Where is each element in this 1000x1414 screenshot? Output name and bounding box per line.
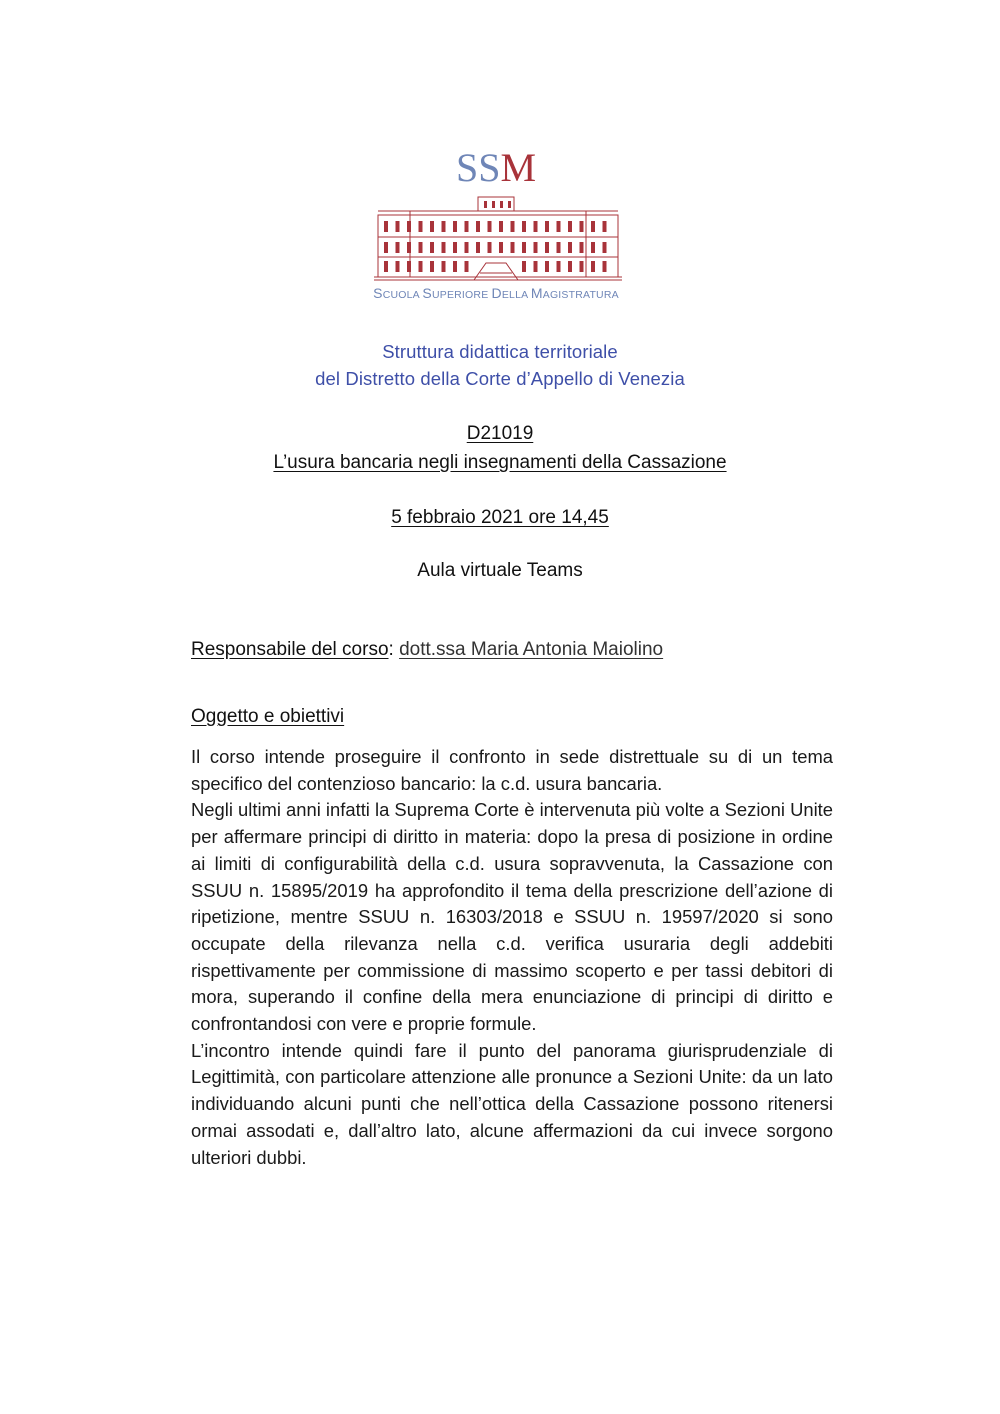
objectives-body: [191, 744, 833, 1171]
objectives-paragraph: Il corso intende proseguire il confronto in sede distrettuale su di un tema specifico del contenzioso bancario: la c.d. usura bancaria.: [191, 746, 833, 794]
responsible-name: dott.ssa Maria Antonia Maiolino: [399, 639, 664, 660]
responsible-separator: :: [388, 639, 400, 660]
course-title-text: L’usura bancaria negli insegnamenti della Cassazione: [273, 452, 727, 473]
course-date: [0, 507, 1000, 529]
objectives-title: Oggetto e obiettivi: [191, 706, 345, 727]
logo-acronym: SSM: [455, 145, 537, 190]
header-line-2: del Distretto della Corte d’Appello di Venezia: [315, 368, 685, 389]
course-code: [0, 423, 1000, 445]
logo-name: SCUOLA SUPERIORE DELLA MAGISTRATURA: [373, 285, 619, 301]
objectives-paragraph: Negli ultimi anni infatti la Suprema Corte è intervenuta più volte a Sezioni Unite per affermare principi di diritto in materia: dopo la presa di posizione in ordine ai limiti di configurabilità della c.d. usura sopravvenuta, la Cassazione con SSUU n. 15895/2019 ha approfondito il tema della prescrizione dell’azione di ripetizione, mentre SSUU n. 16303/2018 e SSUU n. 19597/2020 si sono occupate della rilevanza nella c.d. verifica usuraria degli addebiti rispettivamente per commissione di massimo scoperto e per tassi debitori di mora, superando il confine della mera enunciazione di principi di diritto e confrontandosi con vere e proprie formule.: [191, 799, 833, 1035]
header-line-1: Struttura didattica territoriale: [382, 341, 618, 362]
ssm-logo: [370, 145, 630, 305]
course-venue: Aula virtuale Teams: [417, 560, 583, 581]
course-code-text: D21019: [466, 423, 534, 444]
course-date-text: 5 febbraio 2021 ore 14,45: [391, 507, 609, 528]
course-responsible: [191, 639, 663, 661]
course-title: [0, 452, 1000, 474]
responsible-label: Responsabile del corso: [191, 639, 389, 660]
objectives-paragraph: L’incontro intende quindi fare il punto del panorama giurisprudenziale di Legittimità, con particolare attenzione alle pronunce a Sezioni Unite: da un lato individuando alcuni punti che nell’ottica della Cassazione possono ritenersi ormai assodati e, dall’altro lato, alcune affermazioni da cui invece sorgono ulteriori dubbi.: [191, 1039, 833, 1168]
palace-logo-graphic: [370, 145, 630, 305]
